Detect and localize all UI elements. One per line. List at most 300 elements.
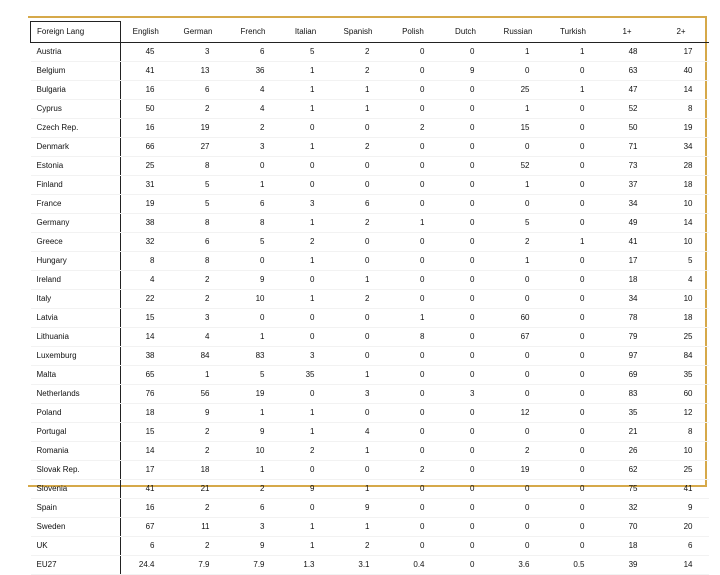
- table-body: [31, 43, 709, 575]
- value-cell: 16: [121, 499, 171, 518]
- value-cell: 45: [121, 43, 171, 62]
- value-cell: 0: [441, 100, 491, 119]
- value-cell: 4: [654, 271, 709, 290]
- value-cell: 20: [654, 518, 709, 537]
- column-header: 1+: [601, 22, 654, 43]
- value-cell: 8: [171, 214, 226, 233]
- value-cell: 0: [441, 366, 491, 385]
- value-cell: 0: [546, 214, 601, 233]
- value-cell: 34: [601, 195, 654, 214]
- value-cell: 0: [491, 138, 546, 157]
- value-cell: 0: [441, 43, 491, 62]
- value-cell: 0: [441, 138, 491, 157]
- value-cell: 2: [171, 271, 226, 290]
- table-row: [31, 214, 709, 233]
- value-cell: 26: [601, 442, 654, 461]
- table-row: [31, 271, 709, 290]
- value-cell: 2: [226, 119, 281, 138]
- value-cell: 3: [171, 309, 226, 328]
- value-cell: 25: [654, 328, 709, 347]
- value-cell: 48: [601, 43, 654, 62]
- value-cell: 0: [491, 62, 546, 81]
- value-cell: 40: [654, 62, 709, 81]
- value-cell: 0: [441, 556, 491, 575]
- value-cell: 1: [331, 480, 386, 499]
- value-cell: 22: [121, 290, 171, 309]
- table-row: [31, 537, 709, 556]
- table-row: [31, 385, 709, 404]
- value-cell: 0: [546, 347, 601, 366]
- value-cell: 0.5: [546, 556, 601, 575]
- value-cell: 0: [441, 537, 491, 556]
- value-cell: 3: [171, 43, 226, 62]
- value-cell: 60: [654, 385, 709, 404]
- value-cell: 0: [386, 176, 441, 195]
- value-cell: 41: [654, 480, 709, 499]
- value-cell: 17: [601, 252, 654, 271]
- value-cell: 6: [226, 195, 281, 214]
- value-cell: 41: [601, 233, 654, 252]
- value-cell: 38: [121, 214, 171, 233]
- value-cell: 1: [546, 233, 601, 252]
- value-cell: 0: [386, 233, 441, 252]
- value-cell: 0: [281, 157, 331, 176]
- value-cell: 2: [491, 442, 546, 461]
- value-cell: 0: [546, 100, 601, 119]
- value-cell: 1: [281, 81, 331, 100]
- value-cell: 0: [441, 461, 491, 480]
- value-cell: 0: [386, 499, 441, 518]
- value-cell: 10: [654, 290, 709, 309]
- country-cell: Germany: [31, 214, 121, 233]
- value-cell: 0: [546, 499, 601, 518]
- value-cell: 0: [441, 290, 491, 309]
- value-cell: 15: [121, 423, 171, 442]
- value-cell: 0: [491, 480, 546, 499]
- value-cell: 0: [546, 442, 601, 461]
- value-cell: 41: [121, 480, 171, 499]
- value-cell: 0: [331, 157, 386, 176]
- value-cell: 84: [654, 347, 709, 366]
- value-cell: 2: [171, 537, 226, 556]
- value-cell: 0: [441, 518, 491, 537]
- value-cell: 50: [601, 119, 654, 138]
- value-cell: 1: [226, 176, 281, 195]
- value-cell: 0: [386, 480, 441, 499]
- value-cell: 1: [171, 366, 226, 385]
- value-cell: 21: [171, 480, 226, 499]
- country-cell: Estonia: [31, 157, 121, 176]
- value-cell: 0: [441, 271, 491, 290]
- value-cell: 4: [226, 81, 281, 100]
- value-cell: 0: [546, 537, 601, 556]
- value-cell: 0: [386, 347, 441, 366]
- value-cell: 0: [491, 195, 546, 214]
- value-cell: 0: [386, 157, 441, 176]
- value-cell: 0: [546, 461, 601, 480]
- table-row: [31, 119, 709, 138]
- value-cell: 1: [281, 290, 331, 309]
- value-cell: 0: [441, 480, 491, 499]
- value-cell: 0: [386, 138, 441, 157]
- value-cell: 1: [546, 43, 601, 62]
- country-cell: Spain: [31, 499, 121, 518]
- value-cell: 0: [441, 176, 491, 195]
- value-cell: 0: [386, 252, 441, 271]
- value-cell: 0: [281, 271, 331, 290]
- value-cell: 78: [601, 309, 654, 328]
- value-cell: 0: [441, 119, 491, 138]
- value-cell: 70: [601, 518, 654, 537]
- value-cell: 3: [226, 138, 281, 157]
- value-cell: 8: [171, 252, 226, 271]
- value-cell: 9: [281, 480, 331, 499]
- value-cell: 3: [441, 385, 491, 404]
- value-cell: 2: [281, 442, 331, 461]
- value-cell: 0: [441, 309, 491, 328]
- value-cell: 0: [386, 404, 441, 423]
- value-cell: 1: [546, 81, 601, 100]
- foreign-language-table: [30, 21, 709, 575]
- value-cell: 71: [601, 138, 654, 157]
- country-cell: UK: [31, 537, 121, 556]
- country-cell: Latvia: [31, 309, 121, 328]
- value-cell: 0: [331, 252, 386, 271]
- value-cell: 0: [281, 461, 331, 480]
- value-cell: 1.3: [281, 556, 331, 575]
- value-cell: 5: [226, 366, 281, 385]
- country-cell: EU27: [31, 556, 121, 575]
- value-cell: 9: [226, 271, 281, 290]
- value-cell: 12: [654, 404, 709, 423]
- value-cell: 0: [491, 347, 546, 366]
- value-cell: 2: [386, 461, 441, 480]
- value-cell: 25: [654, 461, 709, 480]
- value-cell: 0: [386, 290, 441, 309]
- value-cell: 1: [491, 176, 546, 195]
- value-cell: 0: [441, 499, 491, 518]
- value-cell: 14: [654, 556, 709, 575]
- value-cell: 0: [546, 366, 601, 385]
- value-cell: 67: [491, 328, 546, 347]
- value-cell: 0: [386, 366, 441, 385]
- country-cell: Belgium: [31, 62, 121, 81]
- value-cell: 5: [171, 195, 226, 214]
- value-cell: 6: [171, 81, 226, 100]
- value-cell: 0: [546, 385, 601, 404]
- country-cell: Hungary: [31, 252, 121, 271]
- value-cell: 36: [226, 62, 281, 81]
- value-cell: 34: [654, 138, 709, 157]
- value-cell: 0: [546, 119, 601, 138]
- value-cell: 5: [226, 233, 281, 252]
- value-cell: 2: [331, 290, 386, 309]
- value-cell: 0: [331, 328, 386, 347]
- value-cell: 1: [331, 271, 386, 290]
- table-row: [31, 518, 709, 537]
- value-cell: 0: [386, 100, 441, 119]
- value-cell: 1: [226, 404, 281, 423]
- value-cell: 19: [654, 119, 709, 138]
- value-cell: 65: [121, 366, 171, 385]
- value-cell: 0: [546, 328, 601, 347]
- value-cell: 32: [601, 499, 654, 518]
- value-cell: 0: [546, 271, 601, 290]
- value-cell: 31: [121, 176, 171, 195]
- table-row: [31, 442, 709, 461]
- value-cell: 49: [601, 214, 654, 233]
- value-cell: 6: [121, 537, 171, 556]
- value-cell: 4: [226, 100, 281, 119]
- value-cell: 0: [491, 290, 546, 309]
- value-cell: 0: [491, 366, 546, 385]
- table-row: [31, 252, 709, 271]
- value-cell: 0: [546, 138, 601, 157]
- value-cell: 10: [654, 195, 709, 214]
- value-cell: 39: [601, 556, 654, 575]
- value-cell: 10: [226, 290, 281, 309]
- value-cell: 0: [386, 271, 441, 290]
- country-cell: Denmark: [31, 138, 121, 157]
- value-cell: 52: [601, 100, 654, 119]
- value-cell: 4: [331, 423, 386, 442]
- value-cell: 47: [601, 81, 654, 100]
- country-cell: Austria: [31, 43, 121, 62]
- table-row: [31, 62, 709, 81]
- value-cell: 0: [546, 309, 601, 328]
- value-cell: 0: [441, 404, 491, 423]
- value-cell: 18: [601, 271, 654, 290]
- value-cell: 1: [281, 100, 331, 119]
- value-cell: 19: [121, 195, 171, 214]
- value-cell: 3: [281, 195, 331, 214]
- value-cell: 1: [281, 537, 331, 556]
- value-cell: 0: [226, 157, 281, 176]
- value-cell: 0: [386, 62, 441, 81]
- value-cell: 0: [281, 119, 331, 138]
- value-cell: 0: [441, 328, 491, 347]
- column-header: Russian: [491, 22, 546, 43]
- value-cell: 0: [386, 442, 441, 461]
- value-cell: 0: [546, 157, 601, 176]
- value-cell: 17: [121, 461, 171, 480]
- value-cell: 73: [601, 157, 654, 176]
- country-cell: Luxemburg: [31, 347, 121, 366]
- header-country-label: Foreign Lang: [31, 22, 121, 43]
- column-header: Spanish: [331, 22, 386, 43]
- country-cell: Slovenia: [31, 480, 121, 499]
- value-cell: 1: [491, 43, 546, 62]
- value-cell: 38: [121, 347, 171, 366]
- table-row: [31, 195, 709, 214]
- value-cell: 19: [491, 461, 546, 480]
- value-cell: 8: [226, 214, 281, 233]
- table-row: [31, 499, 709, 518]
- value-cell: 1: [281, 214, 331, 233]
- value-cell: 0: [331, 176, 386, 195]
- country-cell: Greece: [31, 233, 121, 252]
- value-cell: 1: [331, 100, 386, 119]
- value-cell: 0: [281, 176, 331, 195]
- country-cell: Netherlands: [31, 385, 121, 404]
- table-row: [31, 328, 709, 347]
- value-cell: 2: [331, 62, 386, 81]
- table-row: [31, 290, 709, 309]
- column-header: German: [171, 22, 226, 43]
- value-cell: 9: [654, 499, 709, 518]
- value-cell: 0: [331, 233, 386, 252]
- country-cell: Italy: [31, 290, 121, 309]
- value-cell: 0: [441, 81, 491, 100]
- value-cell: 0: [331, 347, 386, 366]
- value-cell: 2: [171, 290, 226, 309]
- value-cell: 83: [601, 385, 654, 404]
- value-cell: 10: [654, 233, 709, 252]
- value-cell: 62: [601, 461, 654, 480]
- value-cell: 41: [121, 62, 171, 81]
- value-cell: 18: [601, 537, 654, 556]
- value-cell: 0: [441, 423, 491, 442]
- value-cell: 28: [654, 157, 709, 176]
- country-cell: Czech Rep.: [31, 119, 121, 138]
- value-cell: 1: [281, 423, 331, 442]
- value-cell: 5: [491, 214, 546, 233]
- value-cell: 35: [654, 366, 709, 385]
- table-row: [31, 100, 709, 119]
- value-cell: 25: [121, 157, 171, 176]
- country-cell: Bulgaria: [31, 81, 121, 100]
- value-cell: 0.4: [386, 556, 441, 575]
- country-cell: Slovak Rep.: [31, 461, 121, 480]
- country-cell: France: [31, 195, 121, 214]
- value-cell: 1: [226, 328, 281, 347]
- value-cell: 0: [386, 43, 441, 62]
- value-cell: 0: [441, 252, 491, 271]
- country-cell: Poland: [31, 404, 121, 423]
- value-cell: 2: [331, 43, 386, 62]
- value-cell: 67: [121, 518, 171, 537]
- value-cell: 19: [171, 119, 226, 138]
- value-cell: 0: [441, 195, 491, 214]
- value-cell: 60: [491, 309, 546, 328]
- value-cell: 14: [654, 214, 709, 233]
- country-cell: Finland: [31, 176, 121, 195]
- value-cell: 1: [331, 518, 386, 537]
- value-cell: 18: [654, 309, 709, 328]
- value-cell: 9: [331, 499, 386, 518]
- value-cell: 32: [121, 233, 171, 252]
- table-row: [31, 556, 709, 575]
- value-cell: 0: [281, 328, 331, 347]
- value-cell: 0: [386, 518, 441, 537]
- value-cell: 0: [386, 195, 441, 214]
- value-cell: 7.9: [171, 556, 226, 575]
- value-cell: 79: [601, 328, 654, 347]
- value-cell: 3: [281, 347, 331, 366]
- value-cell: 8: [121, 252, 171, 271]
- table-row: [31, 43, 709, 62]
- value-cell: 0: [281, 499, 331, 518]
- value-cell: 35: [281, 366, 331, 385]
- value-cell: 66: [121, 138, 171, 157]
- value-cell: 2: [386, 119, 441, 138]
- value-cell: 1: [386, 309, 441, 328]
- value-cell: 3.6: [491, 556, 546, 575]
- value-cell: 8: [654, 100, 709, 119]
- value-cell: 5: [281, 43, 331, 62]
- value-cell: 35: [601, 404, 654, 423]
- value-cell: 8: [654, 423, 709, 442]
- column-header: English: [121, 22, 171, 43]
- value-cell: 1: [226, 461, 281, 480]
- value-cell: 1: [281, 62, 331, 81]
- value-cell: 0: [441, 442, 491, 461]
- value-cell: 8: [171, 157, 226, 176]
- value-cell: 0: [491, 271, 546, 290]
- value-cell: 2: [171, 499, 226, 518]
- value-cell: 0: [546, 518, 601, 537]
- value-cell: 0: [386, 423, 441, 442]
- value-cell: 69: [601, 366, 654, 385]
- value-cell: 14: [121, 328, 171, 347]
- value-cell: 0: [491, 537, 546, 556]
- value-cell: 0: [386, 385, 441, 404]
- value-cell: 17: [654, 43, 709, 62]
- table-row: [31, 423, 709, 442]
- value-cell: 1: [281, 518, 331, 537]
- table-row: [31, 233, 709, 252]
- value-cell: 0: [491, 518, 546, 537]
- value-cell: 83: [226, 347, 281, 366]
- value-cell: 1: [491, 252, 546, 271]
- column-header: French: [226, 22, 281, 43]
- value-cell: 5: [654, 252, 709, 271]
- table-row: [31, 157, 709, 176]
- value-cell: 2: [331, 537, 386, 556]
- value-cell: 21: [601, 423, 654, 442]
- value-cell: 1: [331, 366, 386, 385]
- value-cell: 4: [171, 328, 226, 347]
- value-cell: 9: [226, 537, 281, 556]
- value-cell: 18: [121, 404, 171, 423]
- value-cell: 9: [441, 62, 491, 81]
- value-cell: 0: [546, 404, 601, 423]
- value-cell: 6: [171, 233, 226, 252]
- column-header: Turkish: [546, 22, 601, 43]
- value-cell: 16: [121, 81, 171, 100]
- value-cell: 12: [491, 404, 546, 423]
- value-cell: 6: [331, 195, 386, 214]
- table-row: [31, 366, 709, 385]
- value-cell: 37: [601, 176, 654, 195]
- value-cell: 0: [331, 461, 386, 480]
- value-cell: 1: [281, 404, 331, 423]
- value-cell: 34: [601, 290, 654, 309]
- value-cell: 0: [546, 423, 601, 442]
- value-cell: 75: [601, 480, 654, 499]
- value-cell: 1: [331, 442, 386, 461]
- value-cell: 0: [226, 252, 281, 271]
- value-cell: 0: [386, 81, 441, 100]
- value-cell: 76: [121, 385, 171, 404]
- table-row: [31, 480, 709, 499]
- value-cell: 2: [491, 233, 546, 252]
- table-row: [31, 309, 709, 328]
- value-cell: 0: [441, 233, 491, 252]
- value-cell: 0: [331, 404, 386, 423]
- value-cell: 14: [654, 81, 709, 100]
- value-cell: 27: [171, 138, 226, 157]
